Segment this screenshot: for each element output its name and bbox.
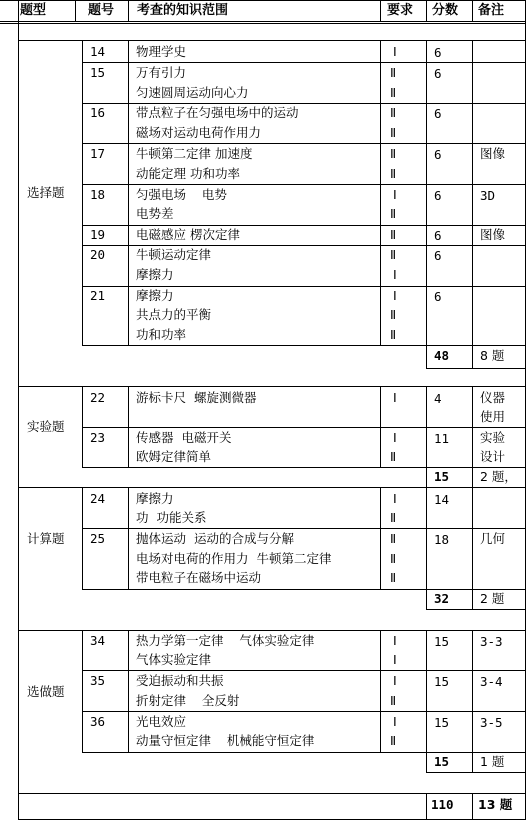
requirement-level: Ⅱ [390,85,397,100]
knowledge-item: 传感器 电磁开关 [136,430,232,445]
requirement-level: Ⅰ [393,633,397,648]
note-text: 图像 [480,146,506,161]
section-total-count: 8 题 [480,348,505,363]
knowledge-item: 光电效应 [136,714,187,729]
requirement-level: Ⅱ [390,449,397,464]
note-text: 设计 [480,449,506,464]
knowledge-item: 带电粒子在磁场中运动 [136,570,262,585]
knowledge-item: 折射定律 全反射 [136,693,240,708]
requirement-level: Ⅰ [393,288,397,303]
question-number: 35 [90,673,106,688]
section-name: 选做题 [27,684,65,699]
knowledge-item: 磁场对运动电荷作用力 [136,125,262,140]
requirement-level: Ⅱ [390,693,397,708]
knowledge-item: 热力学第一定律 气体实验定律 [136,633,315,648]
requirement-level: Ⅰ [393,267,397,282]
score-value: 6 [434,248,442,263]
knowledge-item: 带点粒子在匀强电场中的运动 [136,105,299,120]
knowledge-item: 电场对电荷的作用力 牛顿第二定律 [136,551,332,566]
requirement-level: Ⅰ [393,187,397,202]
requirement-level: Ⅱ [390,531,397,546]
note-text: 几何 [480,531,506,546]
question-number: 16 [90,105,106,120]
note-text: 仪器 [480,390,506,405]
score-value: 4 [434,391,442,406]
header-question-number: 题号 [88,3,115,18]
section-name: 选择题 [27,185,65,200]
score-value: 6 [434,228,442,243]
score-value: 15 [434,634,450,649]
question-number: 18 [90,187,106,202]
question-number: 19 [90,227,106,242]
question-number: 22 [90,390,106,405]
requirement-level: Ⅱ [390,551,397,566]
section-total-score: 48 [434,348,450,363]
knowledge-item: 动能定理 功和功率 [136,166,240,181]
note-text: 3-5 [480,715,503,730]
requirement-level: Ⅱ [390,105,397,120]
requirement-level: Ⅱ [390,125,397,140]
requirement-level: Ⅰ [393,430,397,445]
requirement-level: Ⅱ [390,65,397,80]
knowledge-item: 电势差 [136,206,174,221]
knowledge-item: 游标卡尺 螺旋测微器 [136,390,257,405]
requirement-level: Ⅰ [393,390,397,405]
requirement-level: Ⅰ [393,652,397,667]
knowledge-item: 摩擦力 [136,267,174,282]
question-number: 23 [90,430,106,445]
score-value: 18 [434,532,450,547]
requirement-level: Ⅱ [390,307,397,322]
knowledge-item: 抛体运动 运动的合成与分解 [136,531,294,546]
knowledge-item: 欧姆定律简单 [136,449,212,464]
section-total-score: 32 [434,591,450,606]
knowledge-item: 牛顿第二定律 加速度 [136,146,253,161]
requirement-level: Ⅱ [390,206,397,221]
knowledge-item: 共点力的平衡 [136,307,212,322]
header-note: 备注 [478,3,505,18]
section-total-score: 15 [434,469,450,484]
question-number: 25 [90,531,106,546]
score-value: 11 [434,431,450,446]
knowledge-item: 物理学史 [136,44,187,59]
requirement-level: Ⅱ [390,570,397,585]
header-requirement: 要求 [387,3,414,18]
requirement-level: Ⅱ [390,146,397,161]
question-number: 34 [90,633,106,648]
section-total-count: 2 题 [480,591,505,606]
knowledge-item: 动量守恒定律 机械能守恒定律 [136,733,315,748]
knowledge-item: 摩擦力 [136,288,174,303]
requirement-level: Ⅱ [390,510,397,525]
section-total-score: 15 [434,754,450,769]
question-number: 24 [90,491,106,506]
knowledge-item: 摩擦力 [136,491,174,506]
score-value: 15 [434,715,450,730]
knowledge-item: 匀速圆周运动向心力 [136,85,249,100]
question-number: 15 [90,65,106,80]
section-name: 计算题 [27,531,65,546]
knowledge-item: 功 功能关系 [136,510,207,525]
grand-total-count: 13 题 [478,797,513,812]
requirement-level: Ⅱ [390,327,397,342]
requirement-level: Ⅰ [393,491,397,506]
question-number: 36 [90,714,106,729]
knowledge-item: 受迫振动和共振 [136,673,224,688]
score-value: 6 [434,66,442,81]
requirement-level: Ⅱ [390,733,397,748]
knowledge-item: 功和功率 [136,327,187,342]
section-total-count: 2 题， [480,469,517,484]
knowledge-item: 匀强电场 电势 [136,187,227,202]
score-value: 6 [434,45,442,60]
note-text: 实验 [480,430,506,445]
knowledge-item: 气体实验定律 [136,652,212,667]
grand-total-score: 110 [431,797,454,812]
knowledge-item: 电磁感应 楞次定律 [136,227,240,242]
requirement-level: Ⅱ [390,227,397,242]
knowledge-item: 万有引力 [136,65,187,80]
header-score: 分数 [432,3,459,18]
score-value: 6 [434,106,442,121]
note-text: 图像 [480,227,506,242]
requirement-level: Ⅰ [393,673,397,688]
score-value: 6 [434,289,442,304]
section-total-count: 1 题 [480,754,505,769]
note-text: 使用 [480,409,506,424]
requirement-level: Ⅱ [390,247,397,262]
section-name: 实验题 [27,419,65,434]
score-value: 6 [434,188,442,203]
question-number: 20 [90,247,106,262]
score-value: 15 [434,674,450,689]
question-number: 14 [90,44,106,59]
requirement-level: Ⅰ [393,44,397,59]
knowledge-item: 牛顿运动定律 [136,247,212,262]
score-value: 6 [434,147,442,162]
header-knowledge-scope: 考查的知识范围 [137,3,229,18]
header-type: 题型 [20,3,47,18]
score-value: 14 [434,492,450,507]
question-number: 17 [90,146,106,161]
note-text: 3D [480,188,496,203]
requirement-level: Ⅱ [390,166,397,181]
requirement-level: Ⅰ [393,714,397,729]
note-text: 3-3 [480,634,503,649]
note-text: 3-4 [480,674,503,689]
question-number: 21 [90,288,106,303]
